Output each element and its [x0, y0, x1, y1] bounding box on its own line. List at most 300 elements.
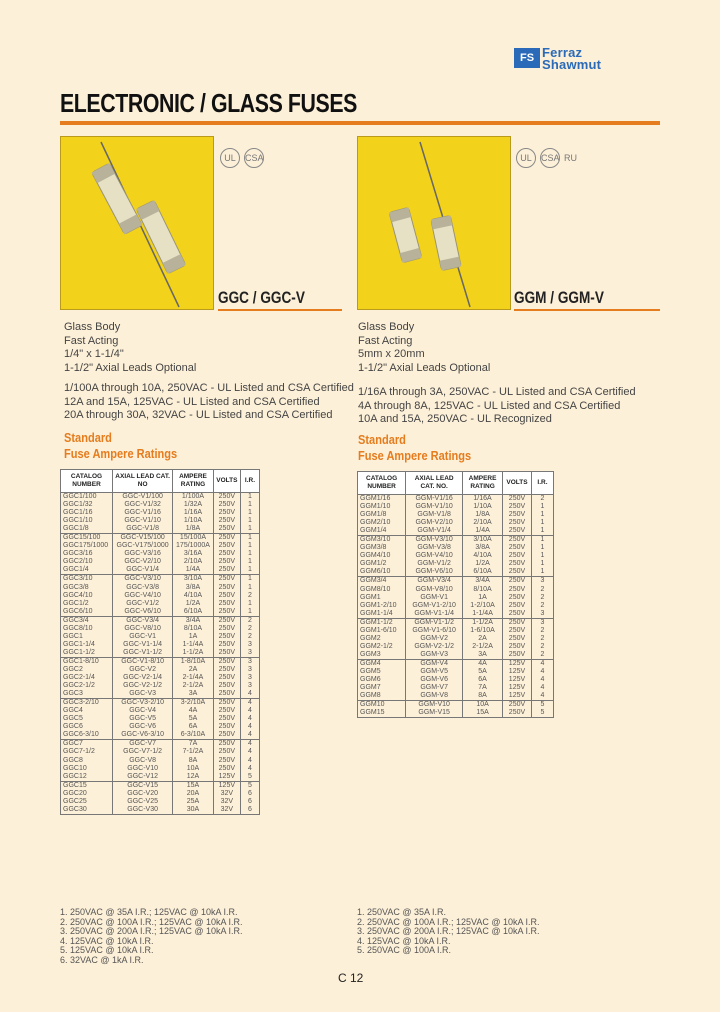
desc-line: Fast Acting — [358, 334, 413, 347]
ampere-rating: 8/10A — [173, 625, 213, 633]
ampere-rating: 4A — [173, 707, 213, 715]
catalog-number: GGC2/10 — [61, 558, 113, 566]
footnote: 2. 250VAC @ 100A I.R.; 125VAC @ 10kA I.R. — [357, 916, 540, 927]
catalog-number: GGC1/32 — [61, 501, 113, 509]
ampere-rating: 3-2/10A — [173, 699, 213, 708]
axial-lead-number: GGC-V1 — [113, 633, 173, 641]
volts: 250V — [503, 544, 532, 552]
volts: 250V — [503, 552, 532, 560]
volts: 250V — [503, 560, 532, 568]
logo-mark: FS — [514, 48, 540, 68]
ggc-certifications — [220, 148, 268, 168]
volts: 250V — [213, 715, 240, 723]
ampere-rating: 30A — [173, 806, 213, 815]
volts: 250V — [503, 651, 532, 660]
catalog-number: GGC6/10 — [61, 608, 113, 617]
ampere-rating: 1-1/2A — [463, 618, 503, 627]
catalog-number: GGC6 — [61, 723, 113, 731]
catalog-number: GGC2 — [61, 666, 113, 674]
table-row — [358, 701, 554, 710]
ggc-fuse-illustration — [61, 137, 213, 309]
ir-note: 3 — [240, 641, 259, 649]
ggm-description — [358, 321, 490, 375]
ir-note: 2 — [240, 616, 259, 625]
ir-note: 2 — [531, 594, 553, 602]
ir-note: 1 — [531, 511, 553, 519]
catalog-number: GGC1/2 — [61, 600, 113, 608]
table-row — [61, 666, 260, 674]
axial-lead-number: GGC-V6/10 — [113, 608, 173, 617]
table-row — [358, 635, 554, 643]
ampere-rating: 4/10A — [463, 552, 503, 560]
catalog-number: GGM2/10 — [358, 519, 406, 527]
table-row — [61, 501, 260, 509]
volts: 250V — [213, 699, 240, 708]
column-header: CATALOG NUMBER — [61, 470, 113, 493]
rating-line: 10A and 15A, 250VAC - UL Recognized — [358, 413, 552, 425]
subhead-line: Standard — [358, 432, 406, 447]
axial-lead-number: GGC-V3/10 — [113, 575, 173, 584]
ampere-rating: 1/2A — [463, 560, 503, 568]
catalog-number: GGC3/8 — [61, 584, 113, 592]
ir-note: 1 — [240, 542, 259, 550]
table-row — [61, 682, 260, 690]
catalog-number: GGM1-6/10 — [358, 627, 406, 635]
volts: 250V — [213, 641, 240, 649]
table-row — [61, 798, 260, 806]
ggc-series-rule — [218, 309, 342, 311]
axial-lead-number: GGM-V4/10 — [406, 552, 463, 560]
ampere-rating: 1/2A — [173, 600, 213, 608]
table-row — [358, 643, 554, 651]
desc-line: 1/4" x 1-1/4" — [64, 348, 124, 360]
axial-lead-number: GGC-V1/32 — [113, 501, 173, 509]
ir-note: 1 — [240, 517, 259, 525]
desc-line: Fast Acting — [64, 334, 119, 347]
axial-lead-number: GGM-V2/10 — [406, 519, 463, 527]
volts: 125V — [503, 692, 532, 701]
desc-line: 5mm x 20mm — [358, 348, 425, 360]
table-row — [358, 568, 554, 577]
axial-lead-number: GGC-V3 — [113, 690, 173, 699]
catalog-number: GGM10 — [358, 701, 406, 710]
ir-note: 4 — [531, 692, 553, 701]
ampere-rating: 10A — [463, 701, 503, 710]
ampere-rating: 20A — [173, 790, 213, 798]
volts: 250V — [503, 610, 532, 619]
axial-lead-number: GGM-V1/16 — [406, 495, 463, 504]
ir-note: 3 — [531, 577, 553, 586]
ir-note: 2 — [531, 495, 553, 504]
column-header: CATALOG NUMBER — [358, 472, 406, 495]
table-row — [358, 495, 554, 504]
column-header: AMPERE RATING — [173, 470, 213, 493]
ampere-rating: 1/16A — [173, 509, 213, 517]
ir-note: 1 — [240, 558, 259, 566]
table-row — [61, 575, 260, 584]
column-header: VOLTS — [213, 470, 240, 493]
ir-note: 5 — [240, 773, 259, 782]
desc-line: Glass Body — [64, 321, 121, 333]
volts: 250V — [503, 627, 532, 635]
volts: 250V — [503, 511, 532, 519]
table-row — [61, 715, 260, 723]
table-row — [358, 602, 554, 610]
ampere-rating: 1-1/4A — [463, 610, 503, 619]
volts: 250V — [503, 643, 532, 651]
axial-lead-number: GGC-V7-1/2 — [113, 748, 173, 756]
ampere-rating: 1/16A — [463, 495, 503, 504]
volts: 125V — [503, 684, 532, 692]
table-row — [358, 651, 554, 660]
axial-lead-number: GGM-V6 — [406, 676, 463, 684]
ir-note: 4 — [240, 731, 259, 740]
ampere-rating: 1-2/10A — [463, 602, 503, 610]
ggc-footnotes — [60, 908, 243, 966]
volts: 250V — [213, 666, 240, 674]
ir-note: 2 — [531, 643, 553, 651]
table-row — [358, 544, 554, 552]
catalog-number: GGM3/10 — [358, 536, 406, 545]
ampere-rating: 3A — [173, 690, 213, 699]
subhead-line: Standard — [64, 430, 112, 445]
subhead-line: Fuse Ampere Ratings — [358, 448, 472, 463]
catalog-number: GGC15/100 — [61, 534, 113, 543]
catalog-number: GGC4 — [61, 707, 113, 715]
ir-note: 4 — [240, 699, 259, 708]
column-header: I.R. — [240, 470, 259, 493]
ggm-ratings-table — [357, 471, 554, 718]
table-row — [61, 566, 260, 575]
table-row — [61, 731, 260, 740]
catalog-number: GGC3/16 — [61, 550, 113, 558]
catalog-number: GGM7 — [358, 684, 406, 692]
ir-note: 2 — [240, 625, 259, 633]
ampere-rating: 2A — [463, 635, 503, 643]
table-row — [61, 806, 260, 815]
table-row — [358, 527, 554, 536]
ampere-rating: 8A — [463, 692, 503, 701]
table-row — [61, 690, 260, 699]
ggm-footnotes — [357, 908, 540, 956]
table-row — [358, 552, 554, 560]
ampere-rating: 15A — [463, 709, 503, 718]
ampere-rating: 2/10A — [173, 558, 213, 566]
axial-lead-number: GGM-V1-6/10 — [406, 627, 463, 635]
volts: 250V — [213, 748, 240, 756]
ir-note: 2 — [531, 651, 553, 660]
ir-note: 1 — [531, 544, 553, 552]
rating-line: 4A through 8A, 125VAC - UL Listed and CSA Certified — [358, 399, 621, 412]
ir-note: 4 — [531, 684, 553, 692]
column-header: AMPERE RATING — [463, 472, 503, 495]
ggm-series-rule — [514, 309, 660, 311]
table-row — [358, 627, 554, 635]
catalog-number: GGC175/1000 — [61, 542, 113, 550]
catalog-number: GGM15 — [358, 709, 406, 718]
ir-note: 1 — [240, 575, 259, 584]
ul-mark-icon: UL — [516, 148, 536, 168]
volts: 250V — [213, 649, 240, 658]
catalog-number: GGC8 — [61, 757, 113, 765]
ir-note: 4 — [240, 748, 259, 756]
axial-lead-number: GGM-V3/8 — [406, 544, 463, 552]
ir-note: 1 — [531, 536, 553, 545]
ampere-rating: 6/10A — [173, 608, 213, 617]
ampere-rating: 15/100A — [173, 534, 213, 543]
axial-lead-number: GGC-V10 — [113, 765, 173, 773]
ampere-rating: 7A — [463, 684, 503, 692]
ir-note: 4 — [240, 715, 259, 723]
ir-note: 1 — [240, 600, 259, 608]
volts: 250V — [213, 509, 240, 517]
table-row — [61, 493, 260, 502]
volts: 125V — [503, 659, 532, 668]
table-row — [358, 536, 554, 545]
volts: 250V — [213, 542, 240, 550]
table-row — [61, 542, 260, 550]
ir-note: 2 — [240, 633, 259, 641]
table-row — [358, 668, 554, 676]
ampere-rating: 8A — [173, 757, 213, 765]
catalog-number: GGM8 — [358, 692, 406, 701]
axial-lead-number: GGC-V30 — [113, 806, 173, 815]
axial-lead-number: GGM-V8/10 — [406, 586, 463, 594]
volts: 250V — [213, 550, 240, 558]
ggc-ratings-table — [60, 469, 260, 815]
column-header: AXIAL LEAD CAT. NO — [113, 470, 173, 493]
catalog-number: GGM1 — [358, 594, 406, 602]
ampere-rating: 3/4A — [173, 616, 213, 625]
table-row — [61, 550, 260, 558]
catalog-number: GGM1-2/10 — [358, 602, 406, 610]
table-row — [358, 659, 554, 668]
volts: 125V — [213, 781, 240, 790]
ampere-rating: 2-1/2A — [463, 643, 503, 651]
volts: 250V — [213, 707, 240, 715]
catalog-number: GGM1/16 — [358, 495, 406, 504]
volts: 250V — [213, 657, 240, 666]
recognized-mark-icon: RU — [564, 153, 577, 163]
ampere-rating: 3/10A — [173, 575, 213, 584]
catalog-number: GGC4/10 — [61, 592, 113, 600]
catalog-number: GGM4/10 — [358, 552, 406, 560]
table-row — [61, 608, 260, 617]
volts: 250V — [213, 757, 240, 765]
desc-line: 1-1/2" Axial Leads Optional — [64, 361, 197, 374]
desc-line: 1-1/2" Axial Leads Optional — [358, 361, 491, 374]
table-row — [61, 781, 260, 790]
catalog-number: GGM6 — [358, 676, 406, 684]
subhead-line: Fuse Ampere Ratings — [64, 446, 178, 461]
axial-lead-number: GGC-V3-2/10 — [113, 699, 173, 708]
volts: 250V — [503, 701, 532, 710]
axial-lead-number: GGC-V175/1000 — [113, 542, 173, 550]
volts: 125V — [213, 773, 240, 782]
axial-lead-number: GGC-V1/2 — [113, 600, 173, 608]
catalog-number: GGC1/100 — [61, 493, 113, 502]
ampere-rating: 2-1/4A — [173, 674, 213, 682]
rating-line: 20A through 30A, 32VAC - UL Listed and CSA Certified — [64, 409, 333, 421]
catalog-number: GGM1-1/4 — [358, 610, 406, 619]
catalog-number: GGC1-1/2 — [61, 649, 113, 658]
volts: 250V — [213, 575, 240, 584]
ampere-rating: 3A — [463, 651, 503, 660]
catalog-number: GGM6/10 — [358, 568, 406, 577]
table-row — [358, 610, 554, 619]
ampere-rating: 3/10A — [463, 536, 503, 545]
ampere-rating: 6A — [463, 676, 503, 684]
axial-lead-number: GGM-V2-1/2 — [406, 643, 463, 651]
logo-line-1: Ferraz — [542, 45, 583, 60]
catalog-number: GGC7-1/2 — [61, 748, 113, 756]
catalog-number: GGC1/4 — [61, 566, 113, 575]
footnote: 3. 250VAC @ 200A I.R.; 125VAC @ 10kA I.R. — [60, 926, 243, 937]
ir-note: 3 — [240, 674, 259, 682]
table-row — [61, 790, 260, 798]
ir-note: 1 — [531, 503, 553, 511]
catalog-number: GGC2-1/4 — [61, 674, 113, 682]
footnote: 4. 125VAC @ 10kA I.R. — [60, 935, 154, 946]
table-row — [61, 616, 260, 625]
catalog-number: GGC5 — [61, 715, 113, 723]
axial-lead-number: GGC-V2-1/2 — [113, 682, 173, 690]
footnote: 2. 250VAC @ 100A I.R.; 125VAC @ 10kA I.R. — [60, 916, 243, 927]
volts: 250V — [503, 503, 532, 511]
ir-note: 3 — [240, 682, 259, 690]
ampere-rating: 175/1000A — [173, 542, 213, 550]
ampere-rating: 10A — [173, 765, 213, 773]
table-row — [358, 560, 554, 568]
ampere-rating: 1/10A — [173, 517, 213, 525]
volts: 250V — [213, 731, 240, 740]
axial-lead-number: GGC-V8/10 — [113, 625, 173, 633]
axial-lead-number: GGM-V6/10 — [406, 568, 463, 577]
volts: 32V — [213, 790, 240, 798]
table-row — [358, 503, 554, 511]
ir-note: 1 — [531, 568, 553, 577]
volts: 250V — [213, 625, 240, 633]
ampere-rating: 5A — [173, 715, 213, 723]
table-row — [358, 692, 554, 701]
ampere-rating: 25A — [173, 798, 213, 806]
ggm-series-label: GGM / GGM-V — [514, 288, 604, 307]
axial-lead-number: GGC-V4/10 — [113, 592, 173, 600]
axial-lead-number: GGC-V12 — [113, 773, 173, 782]
catalog-number: GGC1-1/4 — [61, 641, 113, 649]
ir-note: 3 — [240, 657, 259, 666]
table-row — [61, 748, 260, 756]
volts: 32V — [213, 806, 240, 815]
axial-lead-number: GGM-V4 — [406, 659, 463, 668]
ampere-rating: 8/10A — [463, 586, 503, 594]
ampere-rating: 1-8/10A — [173, 657, 213, 666]
table-row — [61, 649, 260, 658]
ferraz-shawmut-logo — [514, 46, 644, 74]
ir-note: 1 — [531, 519, 553, 527]
ampere-rating: 1-1/2A — [173, 649, 213, 658]
volts: 32V — [213, 798, 240, 806]
ir-note: 4 — [240, 765, 259, 773]
axial-lead-number: GGC-V2/10 — [113, 558, 173, 566]
ir-note: 6 — [240, 806, 259, 815]
axial-lead-number: GGC-V1-8/10 — [113, 657, 173, 666]
axial-lead-number: GGM-V1-1/4 — [406, 610, 463, 619]
volts: 250V — [213, 682, 240, 690]
catalog-number: GGM1/2 — [358, 560, 406, 568]
ir-note: 3 — [240, 666, 259, 674]
axial-lead-number: GGC-V7 — [113, 740, 173, 749]
ir-note: 1 — [240, 493, 259, 502]
table-row — [61, 625, 260, 633]
axial-lead-number: GGM-V1/4 — [406, 527, 463, 536]
ggc-description — [64, 321, 196, 375]
axial-lead-number: GGC-V15/100 — [113, 534, 173, 543]
table-row — [61, 509, 260, 517]
volts: 250V — [503, 635, 532, 643]
ir-note: 1 — [531, 560, 553, 568]
table-row — [61, 657, 260, 666]
catalog-number: GGC3/4 — [61, 616, 113, 625]
volts: 250V — [503, 577, 532, 586]
volts: 250V — [503, 495, 532, 504]
catalog-number: GGC20 — [61, 790, 113, 798]
axial-lead-number: GGM-V5 — [406, 668, 463, 676]
ir-note: 4 — [240, 707, 259, 715]
ir-note: 4 — [531, 668, 553, 676]
table-row — [61, 600, 260, 608]
footnote: 3. 250VAC @ 200A I.R.; 125VAC @ 10kA I.R. — [357, 926, 540, 937]
catalog-number: GGM1-1/2 — [358, 618, 406, 627]
axial-lead-number: GGC-V1-1/4 — [113, 641, 173, 649]
ggc-ratings — [64, 382, 354, 423]
catalog-number: GGC30 — [61, 806, 113, 815]
catalog-number: GGC3/10 — [61, 575, 113, 584]
catalog-number: GGM8/10 — [358, 586, 406, 594]
csa-mark-icon: CSA — [244, 148, 264, 168]
volts: 250V — [213, 517, 240, 525]
table-row — [61, 641, 260, 649]
axial-lead-number: GGC-V2 — [113, 666, 173, 674]
volts: 250V — [503, 568, 532, 577]
ampere-rating: 3/8A — [173, 584, 213, 592]
footnote: 1. 250VAC @ 35A I.R. — [357, 907, 447, 917]
axial-lead-number: GGC-V6 — [113, 723, 173, 731]
ampere-rating: 3/8A — [463, 544, 503, 552]
catalog-number: GGM2 — [358, 635, 406, 643]
axial-lead-number: GGC-V1/8 — [113, 525, 173, 534]
volts: 250V — [503, 527, 532, 536]
axial-lead-number: GGC-V4 — [113, 707, 173, 715]
volts: 125V — [503, 676, 532, 684]
catalog-number: GGC1/16 — [61, 509, 113, 517]
axial-lead-number: GGM-V1/8 — [406, 511, 463, 519]
ampere-rating: 15A — [173, 781, 213, 790]
ir-note: 1 — [240, 550, 259, 558]
footnote: 6. 32VAC @ 1kA I.R. — [60, 954, 144, 965]
axial-lead-number: GGM-V15 — [406, 709, 463, 718]
ampere-rating: 1/8A — [173, 525, 213, 534]
ampere-rating: 7A — [173, 740, 213, 749]
ir-note: 2 — [531, 635, 553, 643]
axial-lead-number: GGC-V20 — [113, 790, 173, 798]
volts: 250V — [213, 740, 240, 749]
volts: 250V — [213, 723, 240, 731]
ir-note: 1 — [240, 584, 259, 592]
ampere-rating: 7-1/2A — [173, 748, 213, 756]
catalog-number: GGM2-1/2 — [358, 643, 406, 651]
axial-lead-number: GGM-V1/10 — [406, 503, 463, 511]
